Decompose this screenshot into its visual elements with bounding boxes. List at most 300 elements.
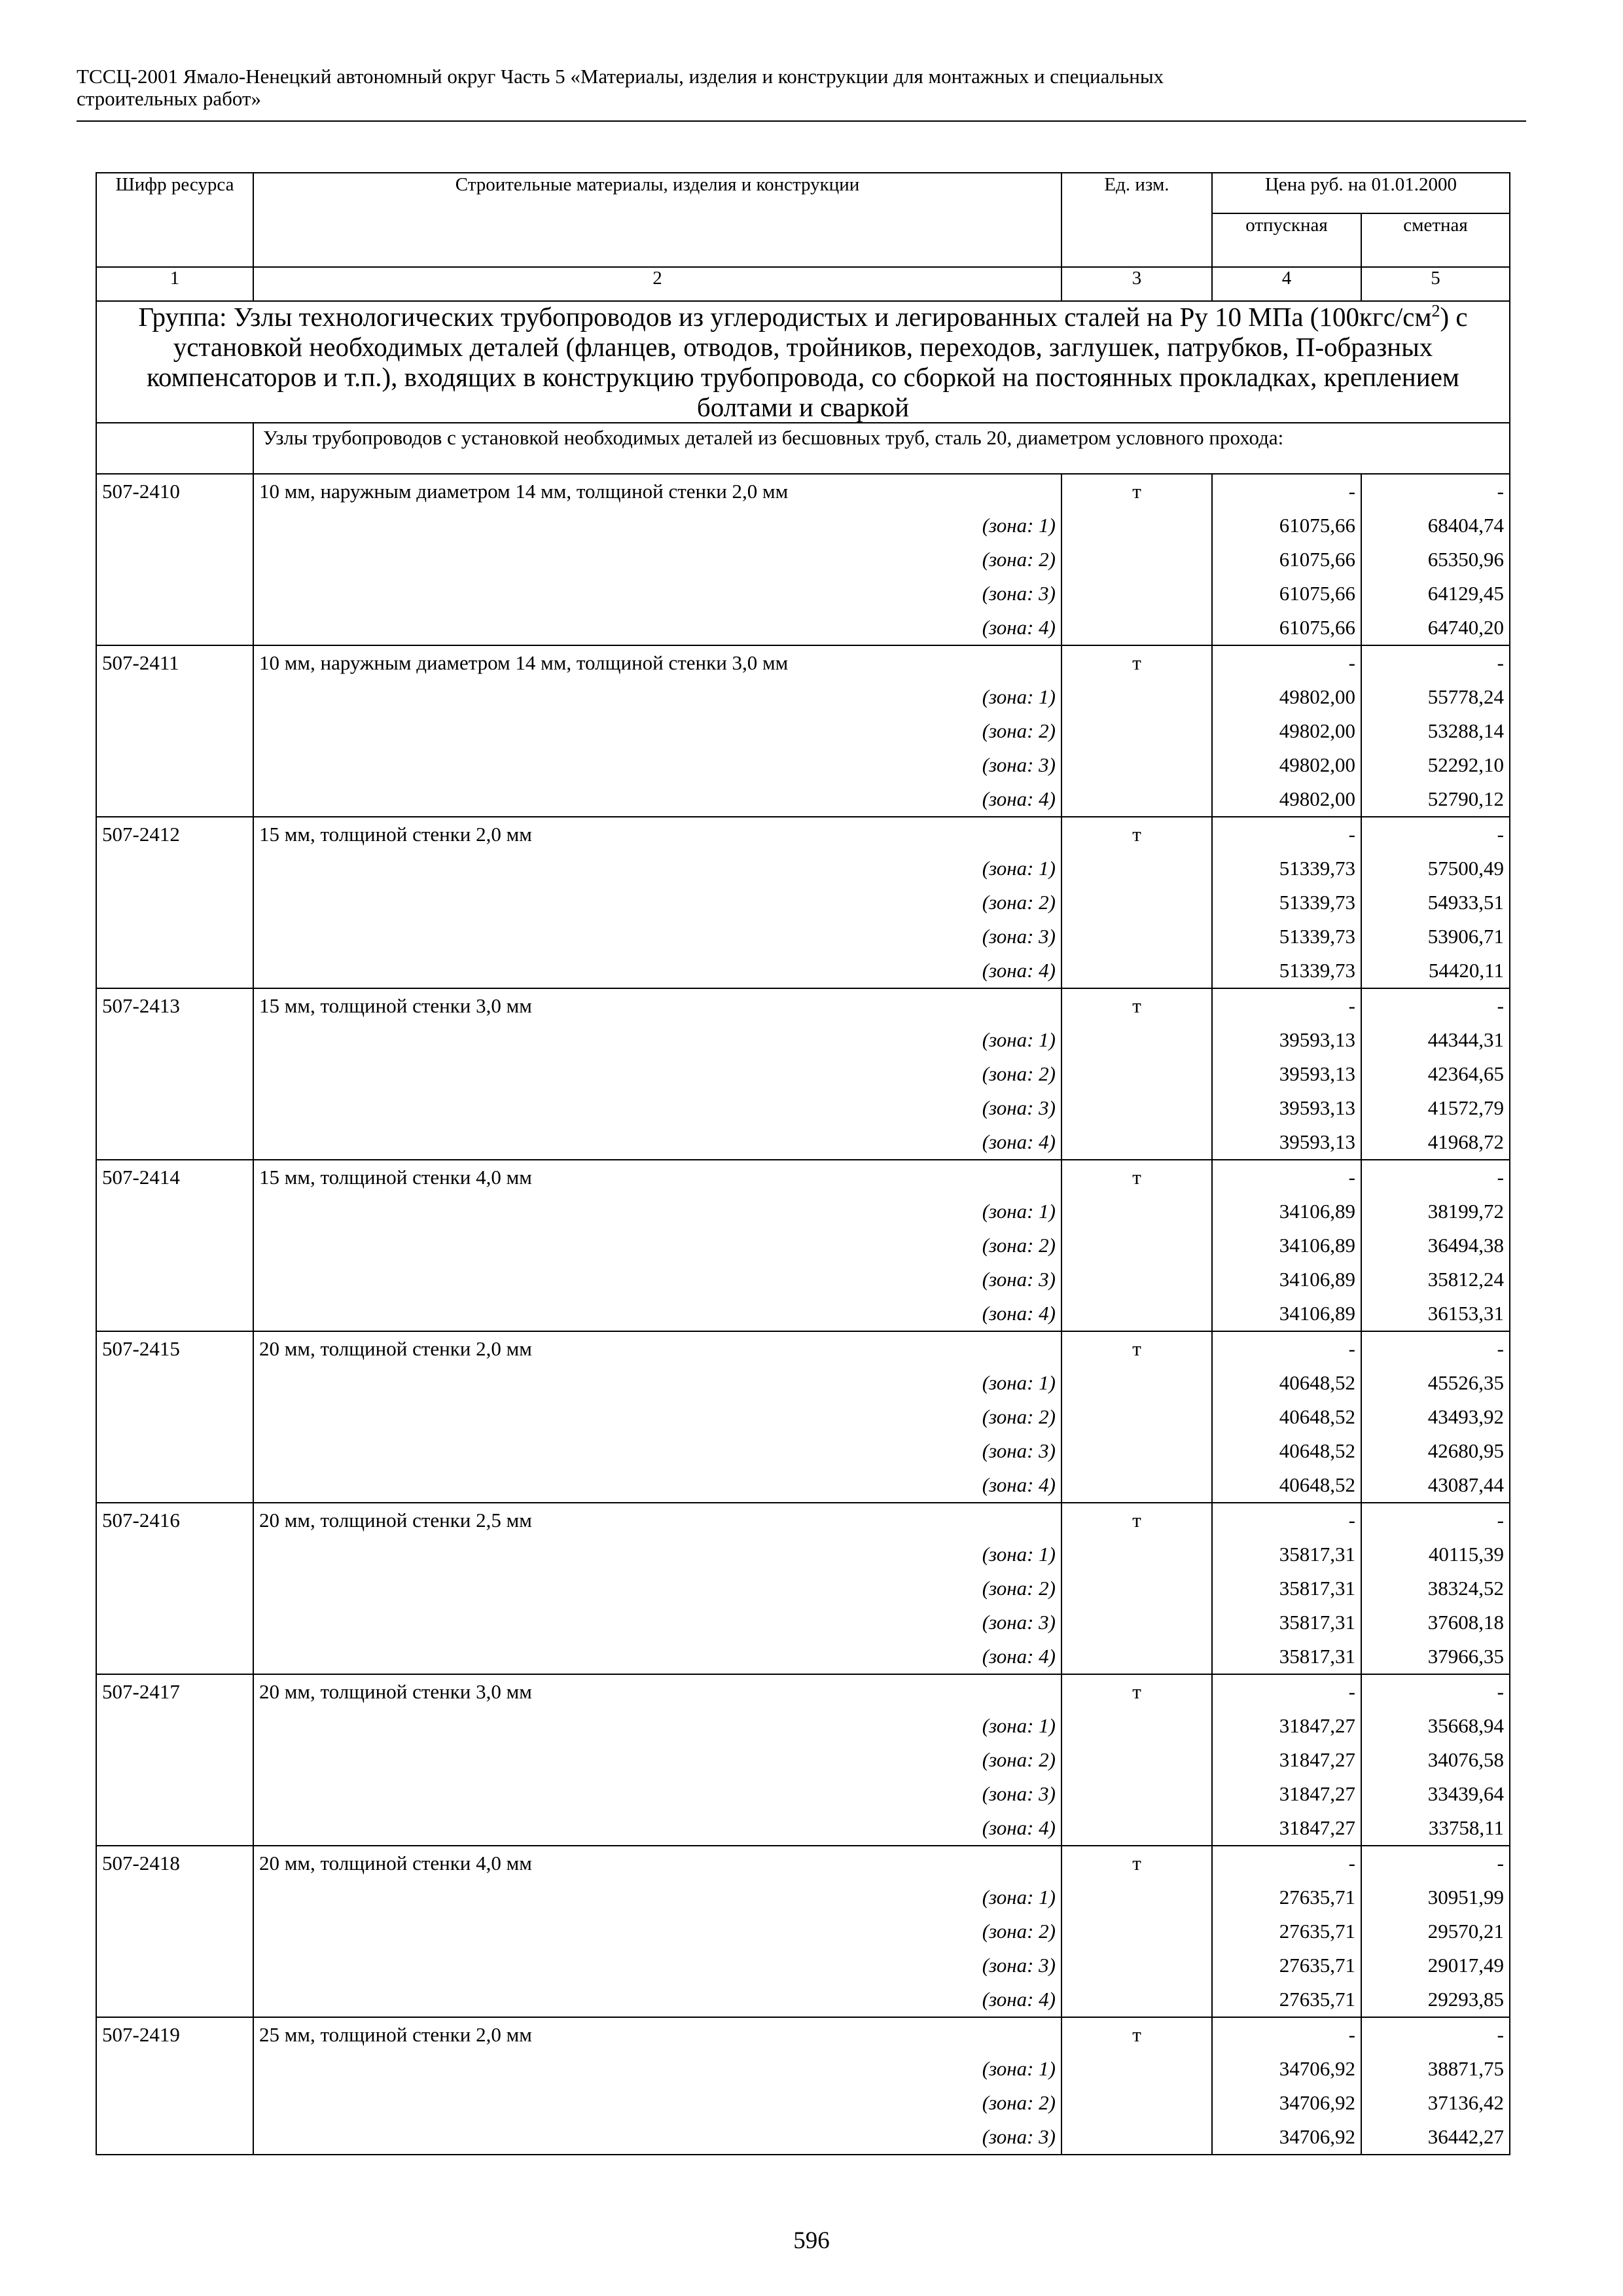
zone-label: (зона: 1) (253, 1709, 1061, 1743)
zone-row (96, 1194, 1510, 1229)
estimate-price: - (1361, 1331, 1510, 1366)
estimate-price: 41572,79 (1361, 1091, 1510, 1125)
zone-row (96, 1982, 1510, 2017)
resource-code: 507-2415 (96, 1331, 253, 1366)
subgroup-code-cell (96, 423, 253, 474)
zone-row (96, 1880, 1510, 1914)
zone-label: (зона: 2) (253, 543, 1061, 577)
empty-unit-cell (1061, 954, 1212, 988)
zone-row (96, 1571, 1510, 1605)
item-name: 10 мм, наружным диаметром 14 мм, толщиной стенки 3,0 мм (253, 645, 1061, 680)
release-price: - (1212, 988, 1361, 1023)
zone-label: (зона: 2) (253, 2086, 1061, 2120)
release-price: 51339,73 (1212, 886, 1361, 920)
release-price: 61075,66 (1212, 611, 1361, 645)
zone-label: (зона: 3) (253, 748, 1061, 782)
release-price: 27635,71 (1212, 1948, 1361, 1982)
empty-unit-cell (1061, 509, 1212, 543)
release-price: 49802,00 (1212, 680, 1361, 714)
estimate-price: 38199,72 (1361, 1194, 1510, 1229)
empty-unit-cell (1061, 1434, 1212, 1468)
zone-label: (зона: 1) (253, 1194, 1061, 1229)
zone-label: (зона: 2) (253, 714, 1061, 748)
estimate-price: 35812,24 (1361, 1263, 1510, 1297)
zone-row (96, 2086, 1510, 2120)
empty-code-cell (96, 1297, 253, 1331)
release-price: 35817,31 (1212, 1640, 1361, 1674)
resource-code: 507-2412 (96, 817, 253, 852)
release-price: 35817,31 (1212, 1571, 1361, 1605)
empty-code-cell (96, 509, 253, 543)
table-row (96, 817, 1510, 852)
empty-unit-cell (1061, 1948, 1212, 1982)
release-price: 51339,73 (1212, 920, 1361, 954)
estimate-price: 38871,75 (1361, 2052, 1510, 2086)
zone-row (96, 1297, 1510, 1331)
empty-code-cell (96, 920, 253, 954)
zone-row (96, 1811, 1510, 1846)
release-price: - (1212, 1846, 1361, 1880)
empty-unit-cell (1061, 1400, 1212, 1434)
empty-unit-cell (1061, 543, 1212, 577)
estimate-price: - (1361, 474, 1510, 509)
estimate-price: - (1361, 1846, 1510, 1880)
empty-code-cell (96, 1023, 253, 1057)
resource-code: 507-2417 (96, 1674, 253, 1709)
table-row (96, 1846, 1510, 1880)
estimate-price: 36153,31 (1361, 1297, 1510, 1331)
release-price: 35817,31 (1212, 1605, 1361, 1640)
estimate-price: 45526,35 (1361, 1366, 1510, 1400)
release-price: 51339,73 (1212, 852, 1361, 886)
col-number: 3 (1061, 267, 1212, 301)
empty-code-cell (96, 1709, 253, 1743)
release-price: - (1212, 1160, 1361, 1194)
group-title: Группа: Узлы технологических трубопроводов из углеродистых и легированных сталей на Ру 10 МПа $(100кгс/см^2)$ с установкой необходимых деталей (фланцев, отводов, тройников, переходов, заглушек, патрубков, П-образных компенсаторов и т.п.), входящих в конструкцию трубопровода, со сборкой на постоянных прокладках, креплением болтами и сваркой (96, 301, 1510, 423)
table-row (96, 988, 1510, 1023)
empty-code-cell (96, 954, 253, 988)
item-unit: т (1061, 988, 1212, 1023)
table-row (96, 1331, 1510, 1366)
estimate-price: 36494,38 (1361, 1229, 1510, 1263)
estimate-price: 30951,99 (1361, 1880, 1510, 1914)
resource-code: 507-2416 (96, 1503, 253, 1537)
estimate-price: - (1361, 988, 1510, 1023)
zone-row (96, 543, 1510, 577)
empty-unit-cell (1061, 1366, 1212, 1400)
resource-code: 507-2418 (96, 1846, 253, 1880)
estimate-price: 33758,11 (1361, 1811, 1510, 1846)
item-unit: т (1061, 474, 1212, 509)
estimate-price: 37608,18 (1361, 1605, 1510, 1640)
estimate-price: 43087,44 (1361, 1468, 1510, 1503)
empty-code-cell (96, 1091, 253, 1125)
estimate-price: 64129,45 (1361, 577, 1510, 611)
release-price: 61075,66 (1212, 577, 1361, 611)
zone-row (96, 920, 1510, 954)
empty-code-cell (96, 1434, 253, 1468)
zone-row (96, 680, 1510, 714)
release-price: 35817,31 (1212, 1537, 1361, 1571)
estimate-price: - (1361, 1674, 1510, 1709)
page-number: 596 (793, 2227, 830, 2254)
release-price: 39593,13 (1212, 1125, 1361, 1160)
release-price: 39593,13 (1212, 1023, 1361, 1057)
item-name: 15 мм, толщиной стенки 2,0 мм (253, 817, 1061, 852)
empty-code-cell (96, 1537, 253, 1571)
release-price: 31847,27 (1212, 1777, 1361, 1811)
empty-unit-cell (1061, 1091, 1212, 1125)
zone-row (96, 1777, 1510, 1811)
zone-row (96, 782, 1510, 817)
zone-label: (зона: 4) (253, 1468, 1061, 1503)
release-price: 61075,66 (1212, 509, 1361, 543)
zone-row (96, 1605, 1510, 1640)
zone-row (96, 2052, 1510, 2086)
release-price: 49802,00 (1212, 782, 1361, 817)
empty-unit-cell (1061, 2052, 1212, 2086)
item-unit: т (1061, 1846, 1212, 1880)
release-price: 51339,73 (1212, 954, 1361, 988)
empty-code-cell (96, 2120, 253, 2155)
empty-code-cell (96, 1777, 253, 1811)
price-table (96, 172, 1510, 2155)
empty-unit-cell (1061, 1057, 1212, 1091)
release-price: 40648,52 (1212, 1468, 1361, 1503)
resource-code: 507-2413 (96, 988, 253, 1023)
empty-code-cell (96, 1948, 253, 1982)
item-unit: т (1061, 1503, 1212, 1537)
zone-row (96, 1400, 1510, 1434)
empty-code-cell (96, 1571, 253, 1605)
subgroup-title: Узлы трубопроводов с установкой необходимых деталей из бесшовных труб, сталь 20, диаметром условного прохода: (253, 423, 1510, 474)
release-price: - (1212, 1503, 1361, 1537)
empty-unit-cell (1061, 1777, 1212, 1811)
release-price: - (1212, 2017, 1361, 2052)
header-line-2: строительных работ» (77, 87, 262, 110)
resource-code: 507-2410 (96, 474, 253, 509)
zone-label: (зона: 3) (253, 1434, 1061, 1468)
zone-label: (зона: 1) (253, 1880, 1061, 1914)
resource-code: 507-2414 (96, 1160, 253, 1194)
empty-unit-cell (1061, 714, 1212, 748)
estimate-price: - (1361, 2017, 1510, 2052)
estimate-price: 29570,21 (1361, 1914, 1510, 1948)
empty-unit-cell (1061, 1023, 1212, 1057)
release-price: 34106,89 (1212, 1297, 1361, 1331)
zone-label: (зона: 2) (253, 1914, 1061, 1948)
zone-label: (зона: 2) (253, 1400, 1061, 1434)
estimate-price: 40115,39 (1361, 1537, 1510, 1571)
release-price: 31847,27 (1212, 1743, 1361, 1777)
release-price: - (1212, 645, 1361, 680)
empty-code-cell (96, 714, 253, 748)
zone-label: (зона: 4) (253, 1297, 1061, 1331)
table-row (96, 1674, 1510, 1709)
empty-unit-cell (1061, 1194, 1212, 1229)
release-price: 49802,00 (1212, 748, 1361, 782)
estimate-price: 43493,92 (1361, 1400, 1510, 1434)
empty-code-cell (96, 1982, 253, 2017)
empty-unit-cell (1061, 1297, 1212, 1331)
empty-unit-cell (1061, 611, 1212, 645)
estimate-price: 29293,85 (1361, 1982, 1510, 2017)
zone-row (96, 1091, 1510, 1125)
empty-unit-cell (1061, 1743, 1212, 1777)
release-price: 31847,27 (1212, 1811, 1361, 1846)
col-header-name: Строительные материалы, изделия и конструкции (253, 173, 1061, 267)
zone-row (96, 1057, 1510, 1091)
empty-code-cell (96, 1914, 253, 1948)
zone-label: (зона: 4) (253, 1125, 1061, 1160)
empty-unit-cell (1061, 1571, 1212, 1605)
release-price: 39593,13 (1212, 1057, 1361, 1091)
zone-row (96, 852, 1510, 886)
col-number: 5 (1361, 267, 1510, 301)
zone-row (96, 1709, 1510, 1743)
zone-label: (зона: 1) (253, 1366, 1061, 1400)
empty-code-cell (96, 852, 253, 886)
estimate-price: 52790,12 (1361, 782, 1510, 817)
zone-row (96, 954, 1510, 988)
estimate-price: 52292,10 (1361, 748, 1510, 782)
estimate-price: 64740,20 (1361, 611, 1510, 645)
zone-row (96, 1125, 1510, 1160)
table-row (96, 1160, 1510, 1194)
empty-unit-cell (1061, 1605, 1212, 1640)
zone-row (96, 1743, 1510, 1777)
empty-unit-cell (1061, 920, 1212, 954)
empty-unit-cell (1061, 782, 1212, 817)
release-price: 34106,89 (1212, 1229, 1361, 1263)
zone-label: (зона: 3) (253, 1605, 1061, 1640)
zone-row (96, 1366, 1510, 1400)
zone-label: (зона: 1) (253, 852, 1061, 886)
zone-label: (зона: 4) (253, 611, 1061, 645)
empty-code-cell (96, 1263, 253, 1297)
empty-code-cell (96, 543, 253, 577)
zone-label: (зона: 2) (253, 1743, 1061, 1777)
empty-unit-cell (1061, 1468, 1212, 1503)
item-name: 15 мм, толщиной стенки 3,0 мм (253, 988, 1061, 1023)
estimate-price: 36442,27 (1361, 2120, 1510, 2155)
item-name: 20 мм, толщиной стенки 2,0 мм (253, 1331, 1061, 1366)
zone-label: (зона: 1) (253, 680, 1061, 714)
empty-code-cell (96, 1057, 253, 1091)
estimate-price: 44344,31 (1361, 1023, 1510, 1057)
empty-unit-cell (1061, 1640, 1212, 1674)
zone-label: (зона: 2) (253, 1229, 1061, 1263)
release-price: 34106,89 (1212, 1194, 1361, 1229)
release-price: 27635,71 (1212, 1982, 1361, 2017)
zone-label: (зона: 3) (253, 920, 1061, 954)
release-price: - (1212, 817, 1361, 852)
item-unit: т (1061, 1160, 1212, 1194)
empty-code-cell (96, 1605, 253, 1640)
empty-unit-cell (1061, 748, 1212, 782)
empty-code-cell (96, 1468, 253, 1503)
empty-unit-cell (1061, 577, 1212, 611)
estimate-price: 42364,65 (1361, 1057, 1510, 1091)
release-price: 39593,13 (1212, 1091, 1361, 1125)
release-price: 34706,92 (1212, 2052, 1361, 2086)
empty-unit-cell (1061, 1125, 1212, 1160)
empty-code-cell (96, 1640, 253, 1674)
empty-unit-cell (1061, 1537, 1212, 1571)
estimate-price: 34076,58 (1361, 1743, 1510, 1777)
estimate-price: - (1361, 645, 1510, 680)
resource-code: 507-2419 (96, 2017, 253, 2052)
estimate-price: - (1361, 1503, 1510, 1537)
empty-unit-cell (1061, 680, 1212, 714)
item-unit: т (1061, 1674, 1212, 1709)
col-header-unit: Ед. изм. (1061, 173, 1212, 267)
release-price: - (1212, 474, 1361, 509)
empty-code-cell (96, 1366, 253, 1400)
item-name: 20 мм, толщиной стенки 4,0 мм (253, 1846, 1061, 1880)
item-name: 20 мм, толщиной стенки 2,5 мм (253, 1503, 1061, 1537)
estimate-price: 54420,11 (1361, 954, 1510, 988)
estimate-price: 53288,14 (1361, 714, 1510, 748)
release-price: 40648,52 (1212, 1366, 1361, 1400)
empty-code-cell (96, 1811, 253, 1846)
empty-unit-cell (1061, 1914, 1212, 1948)
estimate-price: 42680,95 (1361, 1434, 1510, 1468)
col-header-release-price: отпускная (1212, 213, 1361, 267)
empty-code-cell (96, 1743, 253, 1777)
resource-code: 507-2411 (96, 645, 253, 680)
col-number: 4 (1212, 267, 1361, 301)
estimate-price: 53906,71 (1361, 920, 1510, 954)
release-price: - (1212, 1331, 1361, 1366)
zone-label: (зона: 4) (253, 1811, 1061, 1846)
zone-label: (зона: 2) (253, 886, 1061, 920)
zone-row (96, 2120, 1510, 2155)
empty-code-cell (96, 886, 253, 920)
zone-row (96, 1914, 1510, 1948)
table-row (96, 645, 1510, 680)
item-unit: т (1061, 1331, 1212, 1366)
zone-row (96, 886, 1510, 920)
item-unit: т (1061, 817, 1212, 852)
zone-row (96, 509, 1510, 543)
estimate-price: 68404,74 (1361, 509, 1510, 543)
table-row (96, 474, 1510, 509)
estimate-price: 37966,35 (1361, 1640, 1510, 1674)
table-row (96, 2017, 1510, 2052)
empty-code-cell (96, 1400, 253, 1434)
empty-unit-cell (1061, 2120, 1212, 2155)
empty-code-cell (96, 1880, 253, 1914)
estimate-price: - (1361, 817, 1510, 852)
estimate-price: 65350,96 (1361, 543, 1510, 577)
estimate-price: 35668,94 (1361, 1709, 1510, 1743)
estimate-price: 29017,49 (1361, 1948, 1510, 1982)
item-unit: т (1061, 2017, 1212, 2052)
release-price: 40648,52 (1212, 1400, 1361, 1434)
col-header-price-group: Цена руб. на 01.01.2000 (1212, 173, 1510, 213)
release-price: 34106,89 (1212, 1263, 1361, 1297)
zone-label: (зона: 4) (253, 782, 1061, 817)
zone-label: (зона: 3) (253, 1091, 1061, 1125)
zone-label: (зона: 3) (253, 577, 1061, 611)
release-price: 27635,71 (1212, 1880, 1361, 1914)
release-price: 31847,27 (1212, 1709, 1361, 1743)
empty-unit-cell (1061, 886, 1212, 920)
col-number: 2 (253, 267, 1061, 301)
empty-code-cell (96, 1125, 253, 1160)
zone-label: (зона: 4) (253, 1640, 1061, 1674)
empty-unit-cell (1061, 1229, 1212, 1263)
empty-code-cell (96, 611, 253, 645)
zone-label: (зона: 4) (253, 954, 1061, 988)
estimate-price: 55778,24 (1361, 680, 1510, 714)
release-price: 61075,66 (1212, 543, 1361, 577)
item-unit: т (1061, 645, 1212, 680)
zone-row (96, 1640, 1510, 1674)
empty-code-cell (96, 1229, 253, 1263)
empty-unit-cell (1061, 1982, 1212, 2017)
empty-code-cell (96, 1194, 253, 1229)
zone-label: (зона: 3) (253, 1263, 1061, 1297)
zone-label: (зона: 3) (253, 1777, 1061, 1811)
zone-row (96, 714, 1510, 748)
release-price: 34706,92 (1212, 2120, 1361, 2155)
empty-code-cell (96, 748, 253, 782)
zone-row (96, 1434, 1510, 1468)
zone-label: (зона: 2) (253, 1057, 1061, 1091)
estimate-price: - (1361, 1160, 1510, 1194)
page-header (77, 65, 1516, 110)
empty-unit-cell (1061, 1811, 1212, 1846)
zone-row (96, 1948, 1510, 1982)
item-name: 10 мм, наружным диаметром 14 мм, толщиной стенки 2,0 мм (253, 474, 1061, 509)
estimate-price: 54933,51 (1361, 886, 1510, 920)
empty-code-cell (96, 2086, 253, 2120)
release-price: 27635,71 (1212, 1914, 1361, 1948)
zone-row (96, 748, 1510, 782)
zone-label: (зона: 1) (253, 1023, 1061, 1057)
table-row (96, 1503, 1510, 1537)
empty-unit-cell (1061, 852, 1212, 886)
estimate-price: 57500,49 (1361, 852, 1510, 886)
zone-label: (зона: 3) (253, 2120, 1061, 2155)
estimate-price: 38324,52 (1361, 1571, 1510, 1605)
item-name: 25 мм, толщиной стенки 2,0 мм (253, 2017, 1061, 2052)
zone-row (96, 1537, 1510, 1571)
zone-label: (зона: 4) (253, 1982, 1061, 2017)
header-rule (77, 120, 1526, 122)
zone-row (96, 1468, 1510, 1503)
estimate-price: 37136,42 (1361, 2086, 1510, 2120)
header-line-1: ТССЦ-2001 Ямало-Ненецкий автономный округ Часть 5 «Материалы, изделия и конструкции для монтажных и специальных (77, 65, 1164, 88)
zone-label: (зона: 1) (253, 509, 1061, 543)
release-price: 40648,52 (1212, 1434, 1361, 1468)
empty-unit-cell (1061, 1880, 1212, 1914)
empty-unit-cell (1061, 1709, 1212, 1743)
zone-row (96, 577, 1510, 611)
empty-code-cell (96, 2052, 253, 2086)
empty-code-cell (96, 680, 253, 714)
estimate-price: 41968,72 (1361, 1125, 1510, 1160)
zone-label: (зона: 2) (253, 1571, 1061, 1605)
col-header-code: Шифр ресурса (96, 173, 253, 267)
zone-label: (зона: 3) (253, 1948, 1061, 1982)
zone-row (96, 611, 1510, 645)
zone-row (96, 1023, 1510, 1057)
release-price: 49802,00 (1212, 714, 1361, 748)
estimate-price: 33439,64 (1361, 1777, 1510, 1811)
